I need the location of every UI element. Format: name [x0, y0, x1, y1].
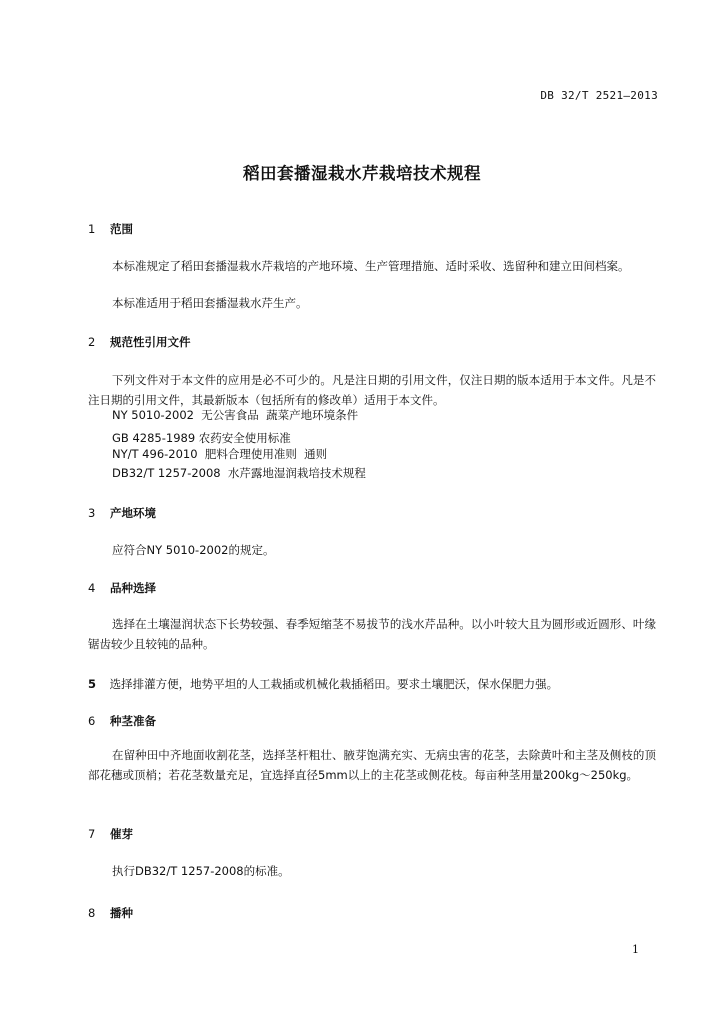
reference-item: NY 5010-2002 无公害食品 蔬菜产地环境条件 [112, 408, 359, 422]
paragraph: 下列文件对于本文件的应用是必不可少的。凡是注日期的引用文件，仅注日期的版本适用于本文件。凡是不注日期的引用文件，其最新版本（包括所有的修改单）适用于本文件。 [88, 373, 656, 407]
section-title: 播种 [110, 906, 134, 920]
paragraph: 本标准适用于稻田套播湿栽水芹生产。 [112, 296, 308, 310]
section-heading [88, 905, 133, 921]
paragraph: 在留种田中齐地面收割花茎，选择茎杆粗壮、腋芽饱满充实、无病虫害的花茎，去除黄叶和主茎及侧枝的顶部花穗或顶梢；若花茎数量充足，宜选择直径5mm以上的主花茎或侧花枝。每亩种茎用量200kg～250kg。 [88, 748, 656, 782]
paragraph: 本标准规定了稻田套播湿栽水芹栽培的产地环境、生产管理措施、适时采收、选留种和建立田间档案。 [112, 259, 630, 273]
section-title: 催芽 [110, 827, 134, 841]
page-number: 1 [632, 943, 639, 956]
section-heading [88, 334, 191, 350]
section-title: 品种选择 [110, 581, 157, 595]
section-number: 3 [88, 506, 96, 520]
paragraph: 执行DB32/T 1257-2008的标准。 [112, 864, 290, 878]
section-title: 种茎准备 [110, 714, 157, 728]
section-number: 1 [88, 222, 96, 236]
section-number: 7 [88, 827, 96, 841]
section-inline-text: 选择排灌方便，地势平坦的人工栽插或机械化栽插稻田。要求土壤肥沃，保水保肥力强。 [109, 677, 559, 691]
section-title: 规范性引用文件 [110, 335, 191, 349]
section-number: 8 [88, 906, 96, 920]
section-heading [88, 221, 133, 237]
section-title: 产地环境 [110, 506, 157, 520]
section-heading [88, 676, 558, 692]
reference-item: DB32/T 1257-2008 水芹露地湿润栽培技术规程 [112, 466, 366, 480]
section-heading [88, 580, 156, 596]
section-number: 5 [88, 677, 97, 691]
page-title: 稻田套播湿栽水芹栽培技术规程 [243, 164, 481, 183]
paragraph: 选择在土壤湿润状态下长势较强、春季短缩茎不易拔节的浅水芹品种。以小叶较大且为圆形或近圆形、叶缘锯齿较少且较钝的品种。 [88, 617, 656, 651]
paragraph: 应符合NY 5010-2002的规定。 [112, 543, 275, 557]
reference-item: NY/T 496-2010 肥料合理使用准则 通则 [112, 447, 328, 461]
doc-id: DB 32/T 2521—2013 [540, 89, 658, 102]
section-title: 范围 [110, 222, 134, 236]
section-heading [88, 826, 133, 842]
section-heading [88, 713, 156, 729]
section-number: 2 [88, 335, 96, 349]
section-number: 4 [88, 581, 96, 595]
section-number: 6 [88, 714, 96, 728]
reference-item: GB 4285-1989 农药安全使用标准 [112, 431, 291, 445]
section-heading [88, 505, 156, 521]
